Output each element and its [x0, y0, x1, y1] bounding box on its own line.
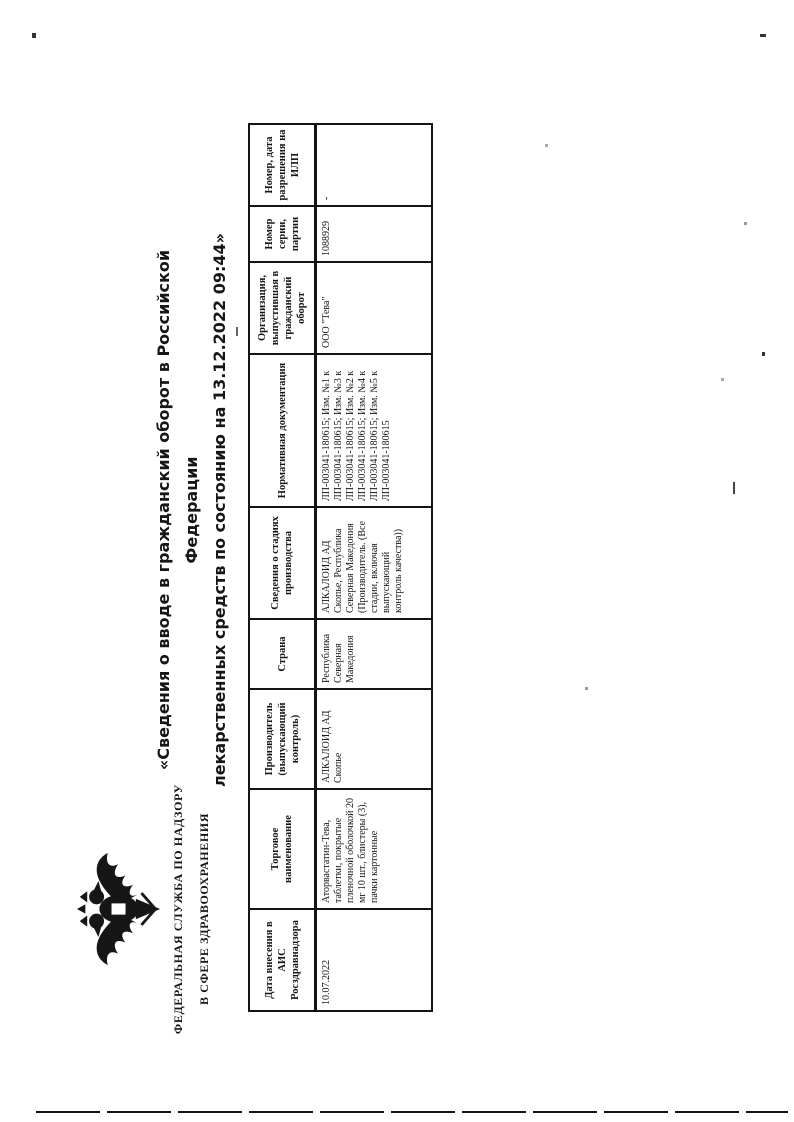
column-header-regulatory-docs: Нормативная документация: [249, 354, 316, 507]
cell-trade-name: Аторвастатин-Тева, таблетки, покрытые пленочной оболочкой 20 мг 10 шт., блистеры (3), пачки картонные: [316, 789, 433, 909]
scan-speck: [721, 378, 724, 381]
scan-speck: [762, 352, 765, 356]
scan-speck: [545, 144, 548, 147]
scan-speck: [733, 482, 735, 494]
cell-releasing-organization: ООО "Тева": [316, 262, 433, 354]
column-header-production-stages: Сведения о стадиях производства: [249, 507, 316, 619]
cell-country: Республика Северная Македония: [316, 619, 433, 689]
scan-speck: [585, 687, 588, 690]
column-header-country: Страна: [249, 619, 316, 689]
column-header-entry-date: Дата внесения в АИС Росздравнадзора: [249, 909, 316, 1011]
scan-page-edge-line: [36, 1111, 788, 1113]
column-header-ilp-permit: Номер, дата разрешения на ИЛП: [249, 124, 316, 206]
scan-speck: [236, 327, 238, 336]
agency-name-line1: ФЕДЕРАЛЬНАЯ СЛУЖБА ПО НАДЗОРУ: [171, 783, 185, 1035]
cell-entry-date: 10.07.2022: [316, 909, 433, 1011]
column-header-batch-number: Номер серии, партии: [249, 206, 316, 262]
document-title: [150, 198, 234, 822]
column-header-trade-name: Торговое наименование: [249, 789, 316, 909]
drug-circulation-table: [248, 123, 433, 1012]
cell-regulatory-docs: ЛП-003041-180615; Изм. №1 к ЛП-003041-180615; Изм. №3 к ЛП-003041-180615; Изм. №2 к ЛП-003041-180615; Изм. №4 к ЛП-003041-180615; Изм. №5 к ЛП-003041-180615: [316, 354, 433, 507]
column-header-releasing-organization: Организация, выпустившая в гражданский оборот: [249, 262, 316, 354]
cell-production-stages: АЛКАЛОИД АД Скопье, Республика Северная Македония (Производитель. (Все стадии, включая выпускающий контроль качества)): [316, 507, 433, 619]
column-header-manufacturer: Производитель (выпускающий контроль): [249, 689, 316, 789]
title-line-1: «Сведения о вводе в гражданский оборот в Российской Федерации: [154, 249, 201, 771]
scan-speck: [760, 34, 766, 37]
table-row: [316, 124, 433, 1011]
header-row: [249, 124, 316, 1011]
cell-batch-number: 1088929: [316, 206, 433, 262]
scan-speck: [32, 33, 36, 38]
cell-manufacturer: АЛКАЛОИД АД Скопье: [316, 689, 433, 789]
title-line-2: лекарственных средств по состоянию на 13.12.2022 09:44»: [210, 232, 229, 788]
scan-speck: [744, 222, 747, 225]
cell-ilp-permit: -: [316, 124, 433, 206]
agency-name-line2: В СФЕРЕ ЗДРАВООХРАНЕНИЯ: [197, 813, 211, 1005]
